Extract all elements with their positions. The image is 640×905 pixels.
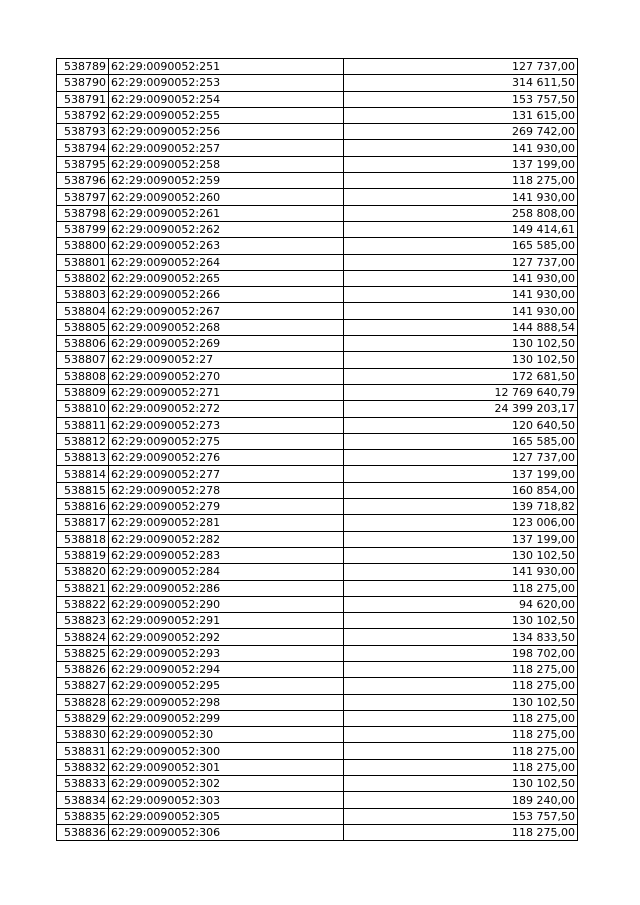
table-row (57, 645, 578, 661)
value-cell: 141 930,00 (344, 189, 578, 205)
value-cell: 127 737,00 (344, 450, 578, 466)
row-id-cell: 538823 (57, 613, 109, 629)
cadastral-number-cell: 62:29:0090052:281 (109, 515, 344, 531)
row-id-cell: 538819 (57, 547, 109, 563)
table-row (57, 531, 578, 547)
cadastral-number-cell: 62:29:0090052:255 (109, 107, 344, 123)
value-cell: 118 275,00 (344, 824, 578, 840)
cadastral-number-cell: 62:29:0090052:279 (109, 499, 344, 515)
value-cell: 141 930,00 (344, 287, 578, 303)
cadastral-number-cell: 62:29:0090052:251 (109, 59, 344, 75)
table-row (57, 384, 578, 400)
row-id-cell: 538801 (57, 254, 109, 270)
row-id-cell: 538799 (57, 221, 109, 237)
value-cell: 130 102,50 (344, 776, 578, 792)
table-row (57, 124, 578, 140)
row-id-cell: 538797 (57, 189, 109, 205)
table-row (57, 450, 578, 466)
row-id-cell: 538824 (57, 629, 109, 645)
row-id-cell: 538832 (57, 759, 109, 775)
row-id-cell: 538806 (57, 336, 109, 352)
table-row (57, 466, 578, 482)
cadastral-number-cell: 62:29:0090052:305 (109, 808, 344, 824)
cadastral-number-cell: 62:29:0090052:290 (109, 596, 344, 612)
row-id-cell: 538814 (57, 466, 109, 482)
row-id-cell: 538833 (57, 776, 109, 792)
cadastral-number-cell: 62:29:0090052:270 (109, 368, 344, 384)
value-cell: 141 930,00 (344, 270, 578, 286)
row-id-cell: 538796 (57, 173, 109, 189)
table-row (57, 107, 578, 123)
cadastral-number-cell: 62:29:0090052:264 (109, 254, 344, 270)
row-id-cell: 538802 (57, 270, 109, 286)
cadastral-number-cell: 62:29:0090052:254 (109, 91, 344, 107)
table-row (57, 499, 578, 515)
value-cell: 144 888,54 (344, 319, 578, 335)
cadastral-value-table (56, 58, 578, 841)
table-row (57, 238, 578, 254)
cadastral-number-cell: 62:29:0090052:258 (109, 156, 344, 172)
value-cell: 269 742,00 (344, 124, 578, 140)
row-id-cell: 538808 (57, 368, 109, 384)
row-id-cell: 538804 (57, 303, 109, 319)
row-id-cell: 538821 (57, 580, 109, 596)
row-id-cell: 538795 (57, 156, 109, 172)
table-row (57, 254, 578, 270)
value-cell: 165 585,00 (344, 433, 578, 449)
table-row (57, 808, 578, 824)
cadastral-number-cell: 62:29:0090052:262 (109, 221, 344, 237)
cadastral-number-cell: 62:29:0090052:261 (109, 205, 344, 221)
cadastral-number-cell: 62:29:0090052:283 (109, 547, 344, 563)
value-cell: 130 102,50 (344, 694, 578, 710)
value-cell: 137 199,00 (344, 156, 578, 172)
value-cell: 137 199,00 (344, 466, 578, 482)
value-cell: 94 620,00 (344, 596, 578, 612)
cadastral-number-cell: 62:29:0090052:267 (109, 303, 344, 319)
row-id-cell: 538825 (57, 645, 109, 661)
value-cell: 165 585,00 (344, 238, 578, 254)
table-row (57, 678, 578, 694)
row-id-cell: 538789 (57, 59, 109, 75)
value-cell: 137 199,00 (344, 531, 578, 547)
cadastral-number-cell: 62:29:0090052:269 (109, 336, 344, 352)
row-id-cell: 538813 (57, 450, 109, 466)
table-row (57, 287, 578, 303)
value-cell: 198 702,00 (344, 645, 578, 661)
value-cell: 134 833,50 (344, 629, 578, 645)
cadastral-number-cell: 62:29:0090052:300 (109, 743, 344, 759)
value-cell: 118 275,00 (344, 743, 578, 759)
value-cell: 130 102,50 (344, 352, 578, 368)
table-row (57, 694, 578, 710)
value-cell: 131 615,00 (344, 107, 578, 123)
row-id-cell: 538829 (57, 710, 109, 726)
row-id-cell: 538836 (57, 824, 109, 840)
value-cell: 118 275,00 (344, 759, 578, 775)
row-id-cell: 538820 (57, 564, 109, 580)
value-cell: 160 854,00 (344, 482, 578, 498)
table-row (57, 743, 578, 759)
row-id-cell: 538811 (57, 417, 109, 433)
cadastral-number-cell: 62:29:0090052:293 (109, 645, 344, 661)
value-cell: 123 006,00 (344, 515, 578, 531)
row-id-cell: 538792 (57, 107, 109, 123)
value-cell: 118 275,00 (344, 661, 578, 677)
row-id-cell: 538810 (57, 401, 109, 417)
row-id-cell: 538793 (57, 124, 109, 140)
value-cell: 139 718,82 (344, 499, 578, 515)
cadastral-number-cell: 62:29:0090052:268 (109, 319, 344, 335)
table-row (57, 91, 578, 107)
cadastral-number-cell: 62:29:0090052:277 (109, 466, 344, 482)
cadastral-number-cell: 62:29:0090052:294 (109, 661, 344, 677)
cadastral-number-cell: 62:29:0090052:278 (109, 482, 344, 498)
value-cell: 153 757,50 (344, 808, 578, 824)
table-row (57, 303, 578, 319)
row-id-cell: 538817 (57, 515, 109, 531)
table-row (57, 776, 578, 792)
cadastral-number-cell: 62:29:0090052:273 (109, 417, 344, 433)
cadastral-number-cell: 62:29:0090052:27 (109, 352, 344, 368)
cadastral-number-cell: 62:29:0090052:265 (109, 270, 344, 286)
cadastral-number-cell: 62:29:0090052:292 (109, 629, 344, 645)
table-row (57, 140, 578, 156)
cadastral-number-cell: 62:29:0090052:272 (109, 401, 344, 417)
cadastral-number-cell: 62:29:0090052:284 (109, 564, 344, 580)
value-cell: 118 275,00 (344, 173, 578, 189)
table-row (57, 661, 578, 677)
row-id-cell: 538818 (57, 531, 109, 547)
cadastral-number-cell: 62:29:0090052:299 (109, 710, 344, 726)
table-row (57, 547, 578, 563)
cadastral-number-cell: 62:29:0090052:266 (109, 287, 344, 303)
value-cell: 24 399 203,17 (344, 401, 578, 417)
table-row (57, 401, 578, 417)
cadastral-number-cell: 62:29:0090052:263 (109, 238, 344, 254)
row-id-cell: 538827 (57, 678, 109, 694)
table-row (57, 515, 578, 531)
cadastral-number-cell: 62:29:0090052:256 (109, 124, 344, 140)
table-row (57, 580, 578, 596)
value-cell: 141 930,00 (344, 564, 578, 580)
row-id-cell: 538798 (57, 205, 109, 221)
table-row (57, 824, 578, 840)
table-row (57, 336, 578, 352)
cadastral-number-cell: 62:29:0090052:260 (109, 189, 344, 205)
table-row (57, 417, 578, 433)
value-cell: 130 102,50 (344, 336, 578, 352)
row-id-cell: 538815 (57, 482, 109, 498)
table-row (57, 270, 578, 286)
value-cell: 127 737,00 (344, 59, 578, 75)
table-row (57, 792, 578, 808)
cadastral-number-cell: 62:29:0090052:276 (109, 450, 344, 466)
table-row (57, 613, 578, 629)
value-cell: 314 611,50 (344, 75, 578, 91)
row-id-cell: 538794 (57, 140, 109, 156)
row-id-cell: 538835 (57, 808, 109, 824)
value-cell: 118 275,00 (344, 727, 578, 743)
table-row (57, 173, 578, 189)
cadastral-number-cell: 62:29:0090052:306 (109, 824, 344, 840)
row-id-cell: 538791 (57, 91, 109, 107)
value-cell: 189 240,00 (344, 792, 578, 808)
value-cell: 12 769 640,79 (344, 384, 578, 400)
table-row (57, 319, 578, 335)
value-cell: 141 930,00 (344, 303, 578, 319)
table-row (57, 59, 578, 75)
row-id-cell: 538805 (57, 319, 109, 335)
row-id-cell: 538790 (57, 75, 109, 91)
row-id-cell: 538812 (57, 433, 109, 449)
row-id-cell: 538822 (57, 596, 109, 612)
row-id-cell: 538807 (57, 352, 109, 368)
cadastral-number-cell: 62:29:0090052:295 (109, 678, 344, 694)
value-cell: 130 102,50 (344, 547, 578, 563)
cadastral-number-cell: 62:29:0090052:301 (109, 759, 344, 775)
table-row (57, 156, 578, 172)
cadastral-number-cell: 62:29:0090052:271 (109, 384, 344, 400)
value-cell: 118 275,00 (344, 678, 578, 694)
row-id-cell: 538803 (57, 287, 109, 303)
table-row (57, 596, 578, 612)
cadastral-number-cell: 62:29:0090052:30 (109, 727, 344, 743)
row-id-cell: 538809 (57, 384, 109, 400)
cadastral-number-cell: 62:29:0090052:257 (109, 140, 344, 156)
value-cell: 258 808,00 (344, 205, 578, 221)
cadastral-number-cell: 62:29:0090052:275 (109, 433, 344, 449)
table-row (57, 352, 578, 368)
table-row (57, 759, 578, 775)
row-id-cell: 538830 (57, 727, 109, 743)
row-id-cell: 538831 (57, 743, 109, 759)
row-id-cell: 538816 (57, 499, 109, 515)
cadastral-number-cell: 62:29:0090052:253 (109, 75, 344, 91)
value-cell: 130 102,50 (344, 613, 578, 629)
value-cell: 141 930,00 (344, 140, 578, 156)
table-row (57, 433, 578, 449)
cadastral-number-cell: 62:29:0090052:302 (109, 776, 344, 792)
table-row (57, 75, 578, 91)
table-row (57, 710, 578, 726)
value-cell: 172 681,50 (344, 368, 578, 384)
row-id-cell: 538800 (57, 238, 109, 254)
cadastral-number-cell: 62:29:0090052:259 (109, 173, 344, 189)
table-row (57, 368, 578, 384)
table-row (57, 482, 578, 498)
row-id-cell: 538828 (57, 694, 109, 710)
cadastral-number-cell: 62:29:0090052:282 (109, 531, 344, 547)
value-cell: 118 275,00 (344, 580, 578, 596)
row-id-cell: 538834 (57, 792, 109, 808)
value-cell: 149 414,61 (344, 221, 578, 237)
row-id-cell: 538826 (57, 661, 109, 677)
table-body (57, 59, 578, 841)
value-cell: 120 640,50 (344, 417, 578, 433)
table-row (57, 205, 578, 221)
value-cell: 127 737,00 (344, 254, 578, 270)
table-row (57, 221, 578, 237)
value-cell: 153 757,50 (344, 91, 578, 107)
table-row (57, 189, 578, 205)
value-cell: 118 275,00 (344, 710, 578, 726)
cadastral-number-cell: 62:29:0090052:291 (109, 613, 344, 629)
table-row (57, 629, 578, 645)
cadastral-number-cell: 62:29:0090052:303 (109, 792, 344, 808)
table-row (57, 564, 578, 580)
table-row (57, 727, 578, 743)
cadastral-number-cell: 62:29:0090052:286 (109, 580, 344, 596)
cadastral-number-cell: 62:29:0090052:298 (109, 694, 344, 710)
